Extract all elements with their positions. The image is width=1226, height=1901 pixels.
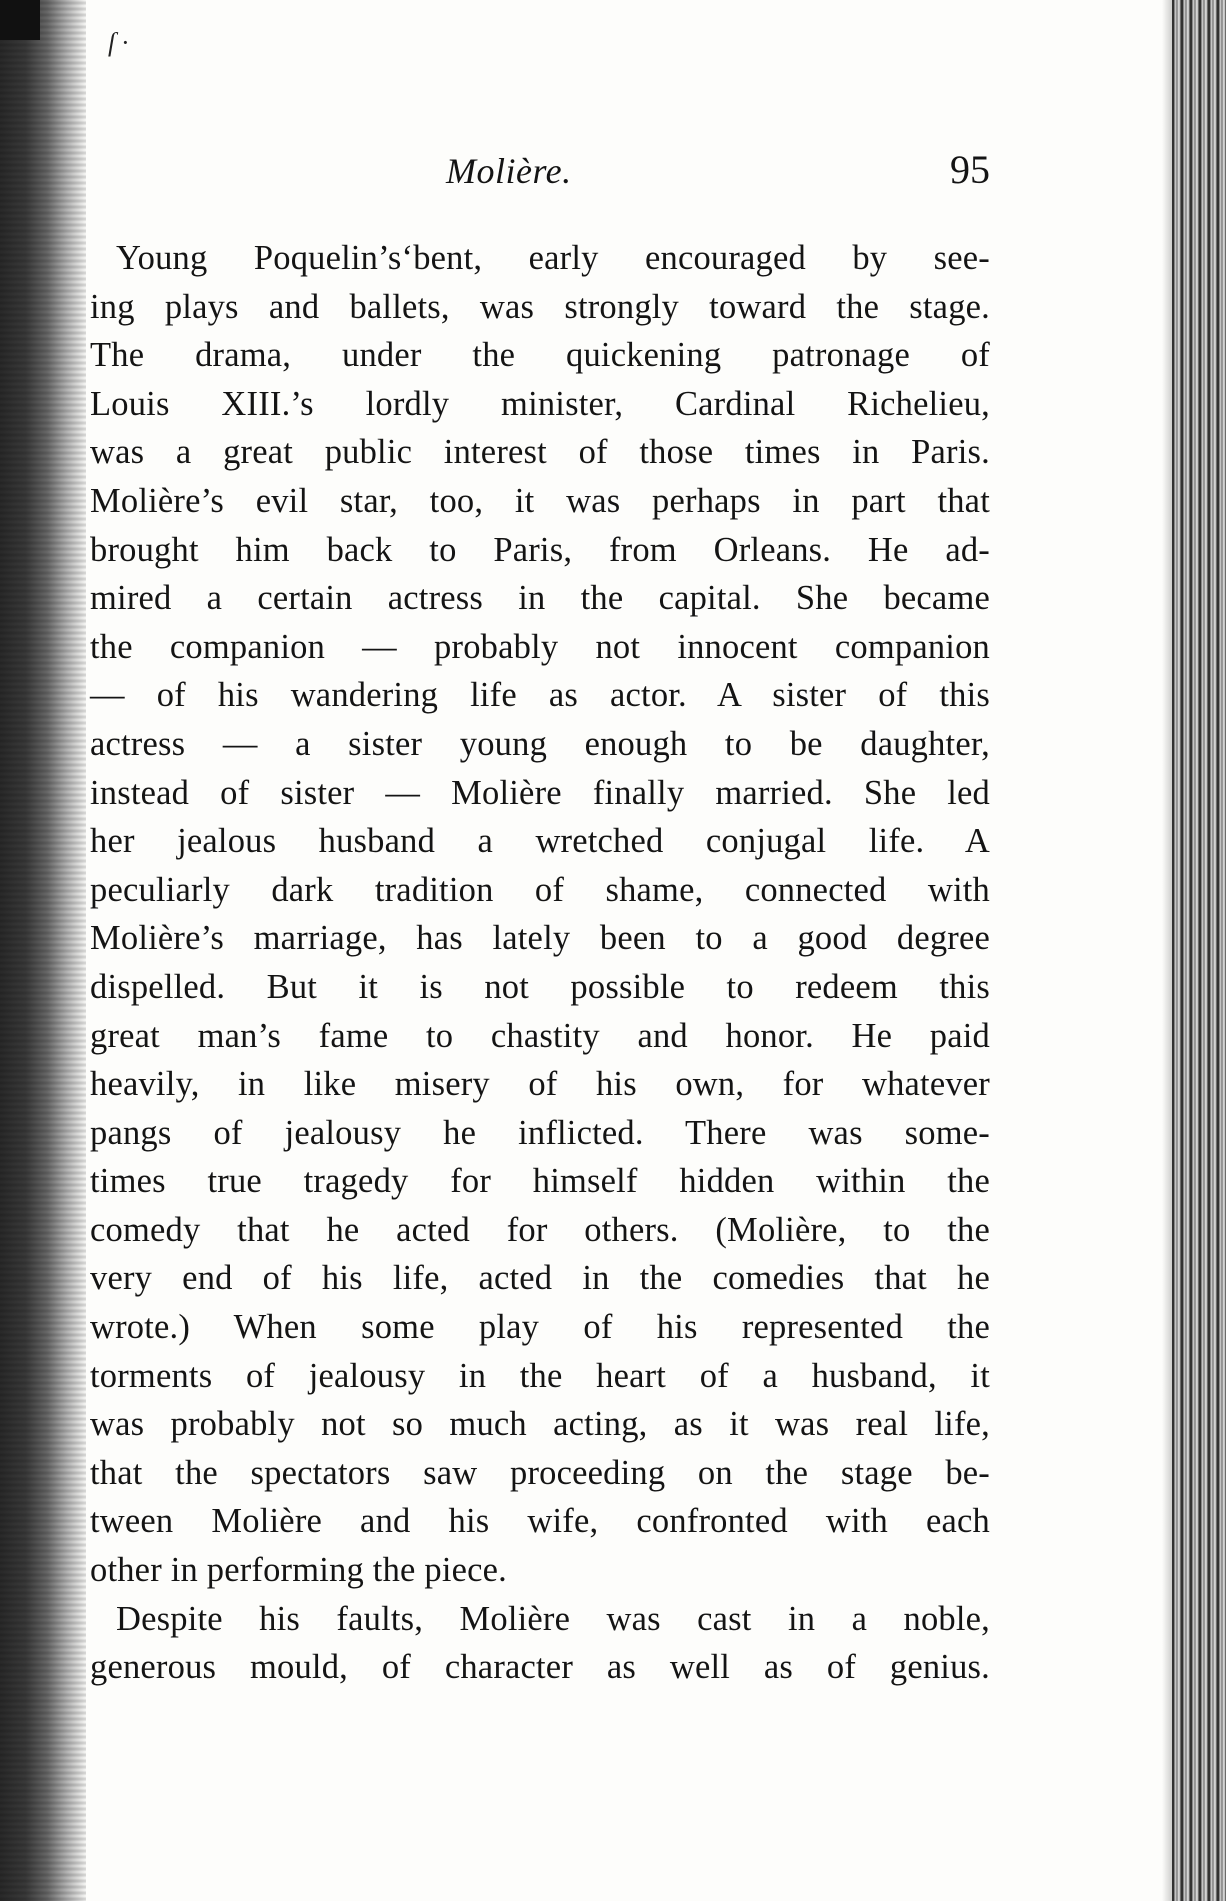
stray-ink-mark: ſ · (108, 28, 129, 57)
text-line: wrote.) When some play of his represented the (90, 1308, 990, 1347)
running-title: Molière. (446, 151, 572, 191)
text-line: Molière’s evil star, too, it was perhaps in part that (90, 481, 990, 520)
paragraph-1 (90, 234, 990, 1595)
text-line: tween Molière and his wife, confronted with each (90, 1502, 990, 1541)
text-line: was a great public interest of those times in Paris. (90, 433, 990, 472)
text-line: was probably not so much acting, as it was real life, (90, 1405, 990, 1444)
text-line: instead of sister — Molière finally married. She led (90, 773, 990, 812)
text-line: mired a certain actress in the capital. She became (90, 579, 990, 618)
page-stack-edge (1172, 0, 1226, 1901)
text-line: heavily, in like misery of his own, for whatever (90, 1065, 990, 1104)
text-line: Despite his faults, Molière was cast in a noble, (116, 1599, 990, 1638)
text-line: her jealous husband a wretched conjugal life. A (90, 822, 990, 861)
text-line: Young Poquelin’s‘bent, early encouraged by see- (116, 239, 990, 277)
text-line: the companion — probably not innocent companion (90, 627, 990, 666)
text-line: The drama, under the quickening patronage of (90, 336, 990, 375)
text-line: Molière’s marriage, has lately been to a good degree (90, 919, 990, 958)
text-line: great man’s fame to chastity and honor. He paid (90, 1016, 990, 1055)
text-line: Louis XIII.’s lordly minister, Cardinal Richelieu, (90, 384, 990, 423)
text-line: that the spectators saw proceeding on the stage be- (90, 1453, 990, 1492)
text-line: dispelled. But it is not possible to redeem this (90, 967, 990, 1006)
text-line: brought him back to Paris, from Orleans. He ad- (90, 530, 990, 569)
text-line: — of his wandering life as actor. A sister of this (90, 676, 990, 715)
text-line: generous mould, of character as well as of genius. (90, 1648, 990, 1687)
binding-shadow (0, 0, 86, 1901)
text-line: times true tragedy for himself hidden within the (90, 1162, 990, 1201)
text-line: pangs of jealousy he inflicted. There was some- (90, 1113, 990, 1152)
text-line: comedy that he acted for others. (Molière, to the (90, 1210, 990, 1249)
page-stack-shadow (1162, 0, 1172, 1901)
body-text (90, 234, 990, 1692)
page-number: 95 (950, 147, 990, 192)
paragraph-2 (90, 1595, 990, 1692)
text-line: torments of jealousy in the heart of a husband, it (90, 1356, 990, 1395)
running-head (90, 142, 990, 202)
text-line: ing plays and ballets, was strongly toward the stage. (90, 287, 990, 326)
text-line: very end of his life, acted in the comedies that he (90, 1259, 990, 1298)
text-line: other in performing the piece. (90, 1551, 507, 1590)
text-line: peculiarly dark tradition of shame, connected with (90, 870, 990, 909)
text-line: actress — a sister young enough to be daughter, (90, 724, 990, 763)
binding-shadow-corner (0, 0, 40, 40)
